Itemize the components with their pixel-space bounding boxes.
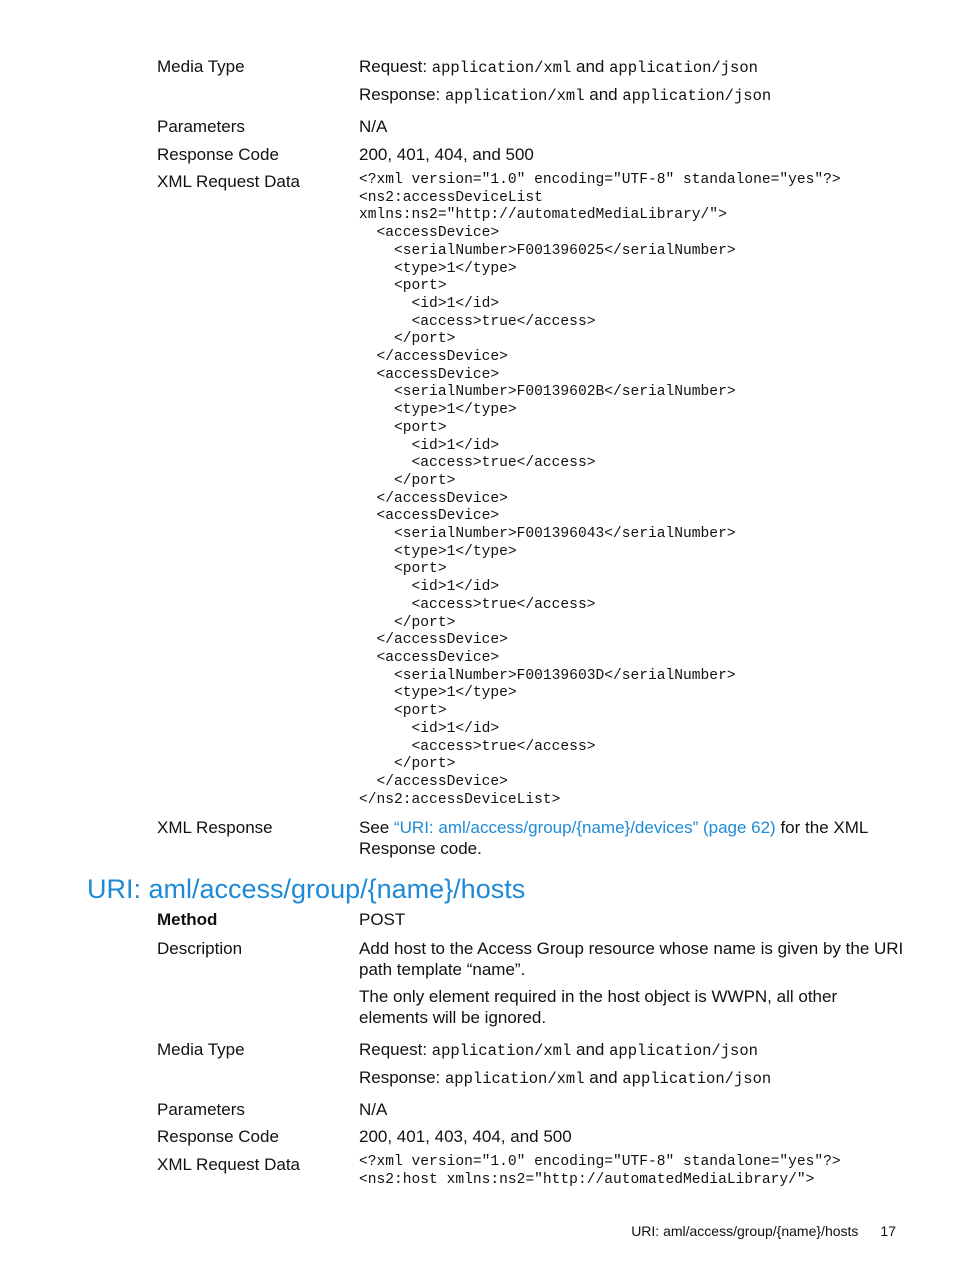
xml-response-rest: for the XML Response code. [359,818,868,858]
xml-response-see: See [359,818,394,837]
media-type-label: Media Type [157,1040,245,1059]
xml-response-label: XML Response [157,818,273,837]
method-value: POST [359,910,406,929]
xml-response-value [359,817,904,859]
response-prefix: Response: [359,1068,445,1087]
media-type-request [359,1039,904,1062]
xml-request-label: XML Request Data [157,1155,300,1174]
response-code-label: Response Code [157,145,279,164]
running-title: URI: aml/access/group/{name}/hosts [631,1223,859,1239]
page-footer [631,1222,896,1240]
request-prefix: Request: [359,1040,432,1059]
request-type-xml: application/xml [431,59,572,77]
response-code-label: Response Code [157,1127,279,1146]
parameters-label: Parameters [157,1100,245,1119]
response-type-json: application/json [622,1070,772,1088]
parameters-label: Parameters [157,117,245,136]
description-paragraph-1: Add host to the Access Group resource whose name is given by the URI path template “name”. [359,939,904,979]
devices-uri-link[interactable]: “URI: aml/access/group/{name}/devices” (page 62) [393,818,776,837]
media-type-label: Media Type [157,57,245,76]
method-label: Method [157,910,218,929]
request-prefix: Request: [359,57,432,76]
description-paragraph-2: The only element required in the host object is WWPN, all other elements will be ignored. [359,987,838,1027]
section-heading: URI: aml/access/group/{name}/hosts [87,874,526,904]
response-type-xml: application/xml [445,87,585,105]
and-text: and [571,57,610,76]
and-text: and [584,85,623,104]
response-code-value: 200, 401, 404, and 500 [359,145,534,164]
media-type-request [359,56,904,79]
response-type-xml: application/xml [445,1070,585,1088]
description-label: Description [157,939,243,958]
request-type-xml: application/xml [431,1042,572,1060]
request-type-json: application/json [609,1042,758,1060]
response-prefix: Response: [359,85,445,104]
and-text: and [584,1068,623,1087]
media-type-response [359,84,904,107]
xml-request-code: <?xml version="1.0" encoding="UTF-8" standalone="yes"?> <ns2:host xmlns:ns2="http://automatedMediaLibrary/"> [359,1154,841,1188]
parameters-value: N/A [359,117,388,136]
and-text: and [571,1040,610,1059]
page-number: 17 [880,1223,896,1239]
response-code-value: 200, 401, 403, 404, and 500 [359,1127,572,1146]
request-type-json: application/json [609,59,758,77]
xml-request-label: XML Request Data [157,172,300,191]
xml-request-code: <?xml version="1.0" encoding="UTF-8" standalone="yes"?> <ns2:accessDeviceList xmlns:ns2="http://automatedMediaLibrary/"> <accessDevice> <serialNumber>F001396025</serialNumber> <type>1</type> <port> <id>1</id> <access>true</access> </port> </accessDevice> <accessDevice> <serialNumber>F00139602B</serialNumber> <type>1</type> <port> <id>1</id> <access>true</access> </port> </accessDevice> <accessDevice> <serialNumber>F001396043</serialNumber> <type>1</type> <port> <id>1</id> <access>true</access> </port> </accessDevice> <accessDevice> <serialNumber>F00139603D</serialNumber> <type>1</type> <port> <id>1</id> <access>true</access> </port> </accessDevice> </ns2:accessDeviceList> [359,172,841,808]
response-type-json: application/json [622,87,772,105]
parameters-value: N/A [359,1100,388,1119]
media-type-response [359,1067,904,1090]
